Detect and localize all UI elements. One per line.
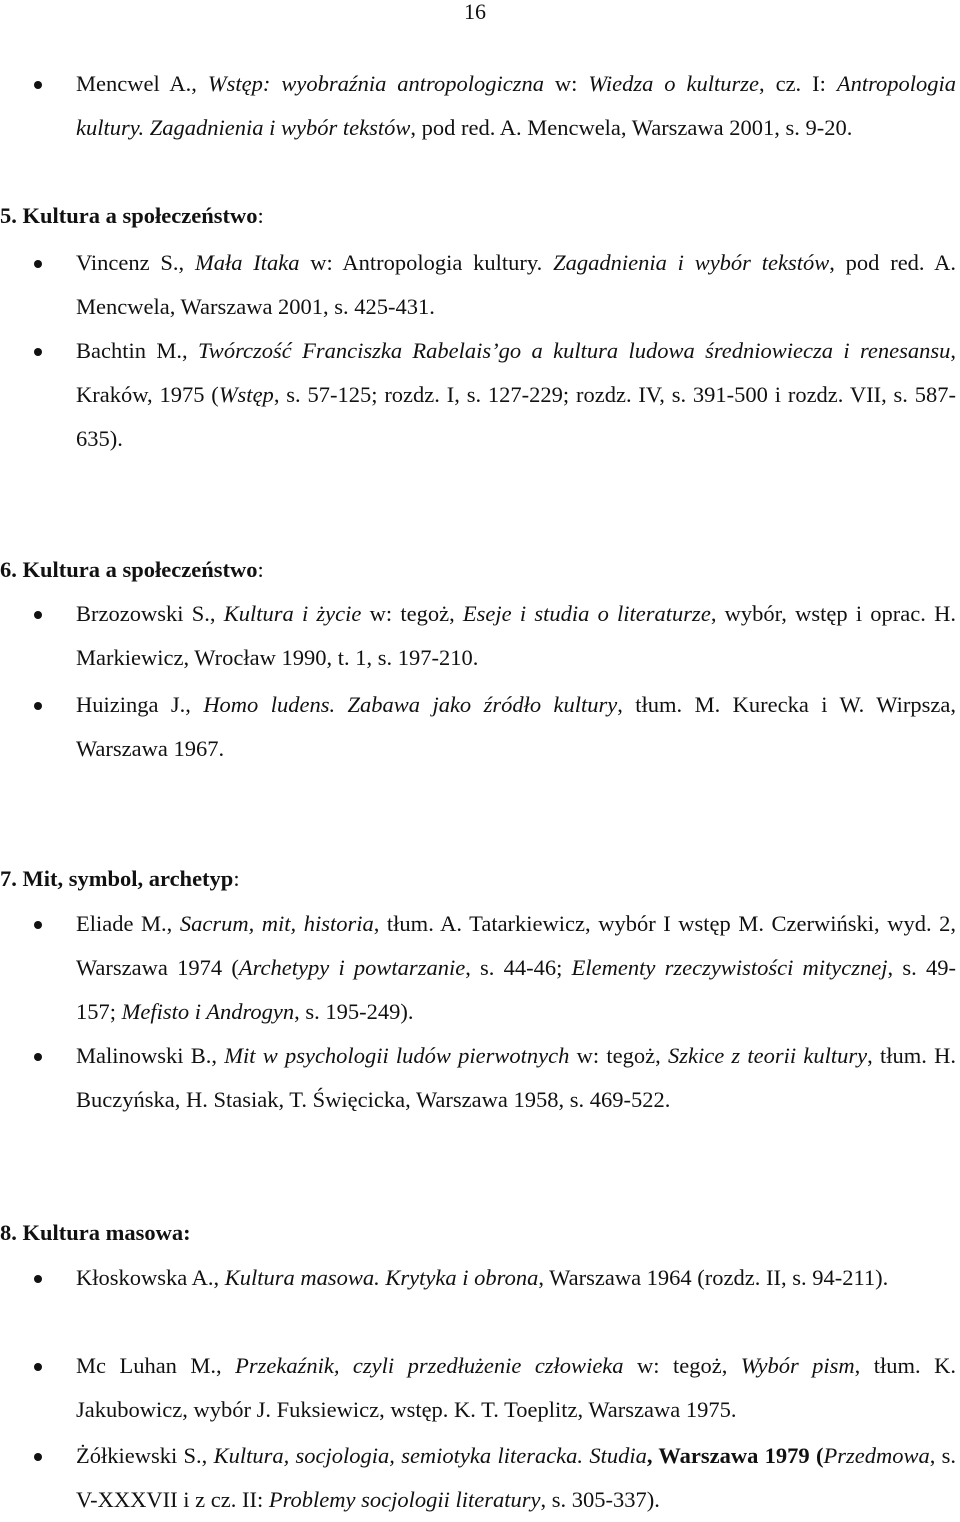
entry-text: w: tegoż, — [361, 601, 463, 626]
bibliography-entry — [76, 241, 956, 329]
entry-title-text: Wiedza o kulturze — [588, 71, 759, 96]
entry-title-text: Archetypy i powtarzanie — [238, 955, 466, 980]
entry-text: Bachtin M., — [76, 338, 198, 363]
entry-title-text: Zagadnienia i wybór tekstów — [553, 250, 830, 275]
entry-text: w: Antropologia kultury. — [299, 250, 554, 275]
section-heading-7: 7. Mit, symbol, archetyp: — [0, 866, 240, 891]
entry-title-text: Przedmowa — [823, 1443, 930, 1468]
entry-title-text: Mit w psychologii ludów pierwotnych — [224, 1043, 570, 1068]
entry-text: Kłoskowska A., — [76, 1265, 225, 1290]
bibliography-entry — [76, 1434, 956, 1522]
entry-text: Eliade M., — [76, 911, 180, 936]
entry-text: , pod red. A. Mencwela, Warszawa 2001, s. 9-20. — [410, 115, 853, 140]
entry-text: , wybór, wstęp i oprac. H. Markiewicz, Wrocław 1990, t. 1, s. 197-210. — [76, 601, 956, 670]
bullet-icon — [34, 1453, 42, 1461]
bullet-icon — [34, 348, 42, 356]
entry-text: , pod red. A. Mencwela, Warszawa 2001, s. 425-431. — [76, 250, 956, 319]
bibliography-entry — [76, 1344, 956, 1432]
entry-text: , s. 195-249). — [294, 999, 414, 1024]
entry-text: , Warszawa 1979 ( — [646, 1443, 824, 1468]
bullet-icon — [34, 1275, 42, 1283]
bibliography-entry — [76, 329, 956, 461]
entry-title-text: Wstęp: wyobraźnia antropologiczna — [207, 71, 544, 96]
entry-text: Brzozowski S., — [76, 601, 224, 626]
bullet-icon — [34, 921, 42, 929]
entry-title-text: Sacrum, mit, historia — [179, 911, 374, 936]
entry-text: , cz. I: — [759, 71, 837, 96]
entry-title-text: Kultura i życie — [223, 601, 362, 626]
bullet-icon — [34, 81, 42, 89]
entry-title-text: Twórczość Franciszka Rabelais’go a kultura ludowa średniowiecza i renesansu — [197, 338, 951, 363]
entry-text: Żółkiewski S., — [76, 1443, 214, 1468]
entry-title-text: Szkice z teorii kultury — [667, 1043, 868, 1068]
entry-text: , tłum. A. Tatarkiewicz, wybór I wstęp M. Czerwiński, wyd. 2, Warszawa 1974 ( — [76, 911, 957, 980]
entry-title-text: Homo ludens. Zabawa jako źródło kultury — [203, 692, 618, 717]
entry-text: Malinowski B., — [76, 1043, 225, 1068]
entry-text: Vincenz S., — [76, 250, 195, 275]
entry-text: , tłum. H. Buczyńska, H. Stasiak, T. Święcicka, Warszawa 1958, s. 469-522. — [76, 1043, 956, 1112]
bullet-icon — [34, 611, 42, 619]
bibliography-entry — [76, 62, 956, 150]
entry-text: , Warszawa 1964 (rozdz. II, s. 94-211). — [538, 1265, 889, 1290]
entry-title-text: Antropologia kultury. Zagadnienia i wybór tekstów — [76, 71, 956, 140]
entry-text: , s. V-XXXVII i z cz. II: — [76, 1443, 957, 1512]
entry-text: Mencwel A., — [76, 71, 208, 96]
entry-title-text: Kultura masowa. Krytyka i obrona — [224, 1265, 539, 1290]
entry-title-text: Elementy rzeczywistości mitycznej — [571, 955, 888, 980]
entry-title-text: Kultura, socjologia, semiotyka literacka. Studia — [213, 1443, 647, 1468]
entry-title-text: Wstęp — [218, 382, 274, 407]
entry-text: w: tegoż, — [623, 1353, 741, 1378]
entry-text: , tłum. M. Kurecka i W. Wirpsza, Warszawa 1967. — [76, 692, 956, 761]
bullet-icon — [34, 1363, 42, 1371]
entry-title-text: Eseje i studia o literaturze — [462, 601, 711, 626]
entry-text: Mc Luhan M., — [76, 1353, 236, 1378]
entry-text: Huizinga J., — [76, 692, 204, 717]
entry-title-text: Przekaźnik, czyli przedłużenie człowieka — [235, 1353, 624, 1378]
entry-title-text: Mała Itaka — [194, 250, 300, 275]
bibliography-entry — [76, 1256, 956, 1300]
entry-text: w: — [543, 71, 589, 96]
entry-title-text: Problemy socjologii literatury — [268, 1487, 541, 1512]
bullet-icon — [34, 260, 42, 268]
bullet-icon — [34, 1053, 42, 1061]
page-number: 16 — [464, 0, 486, 24]
entry-text: , s. 57-125; rozdz. I, s. 127-229; rozdz. IV, s. 391-500 i rozdz. VII, s. 587-635). — [76, 382, 956, 451]
entry-title-text: Wybór pism — [740, 1353, 855, 1378]
entry-text: , s. 49-157; — [76, 955, 956, 1024]
bullet-icon — [34, 702, 42, 710]
entry-text: w: tegoż, — [569, 1043, 668, 1068]
bibliography-entry — [76, 1034, 956, 1122]
section-heading-8: 8. Kultura masowa: — [0, 1220, 191, 1245]
bibliography-entry — [76, 683, 956, 771]
bibliography-entry — [76, 592, 956, 680]
entry-text: , tłum. K. Jakubowicz, wybór J. Fuksiewicz, wstęp. K. T. Toeplitz, Warszawa 1975. — [76, 1353, 956, 1422]
entry-title-text: Mefisto i Androgyn — [121, 999, 295, 1024]
section-heading-5: 5. Kultura a społeczeństwo: — [0, 203, 264, 228]
entry-text: , s. 44-46; — [465, 955, 572, 980]
section-heading-6: 6. Kultura a społeczeństwo: — [0, 557, 264, 582]
entry-text: , Kraków, 1975 ( — [76, 338, 956, 407]
bibliography-entry — [76, 902, 956, 1034]
entry-text: , s. 305-337). — [540, 1487, 660, 1512]
